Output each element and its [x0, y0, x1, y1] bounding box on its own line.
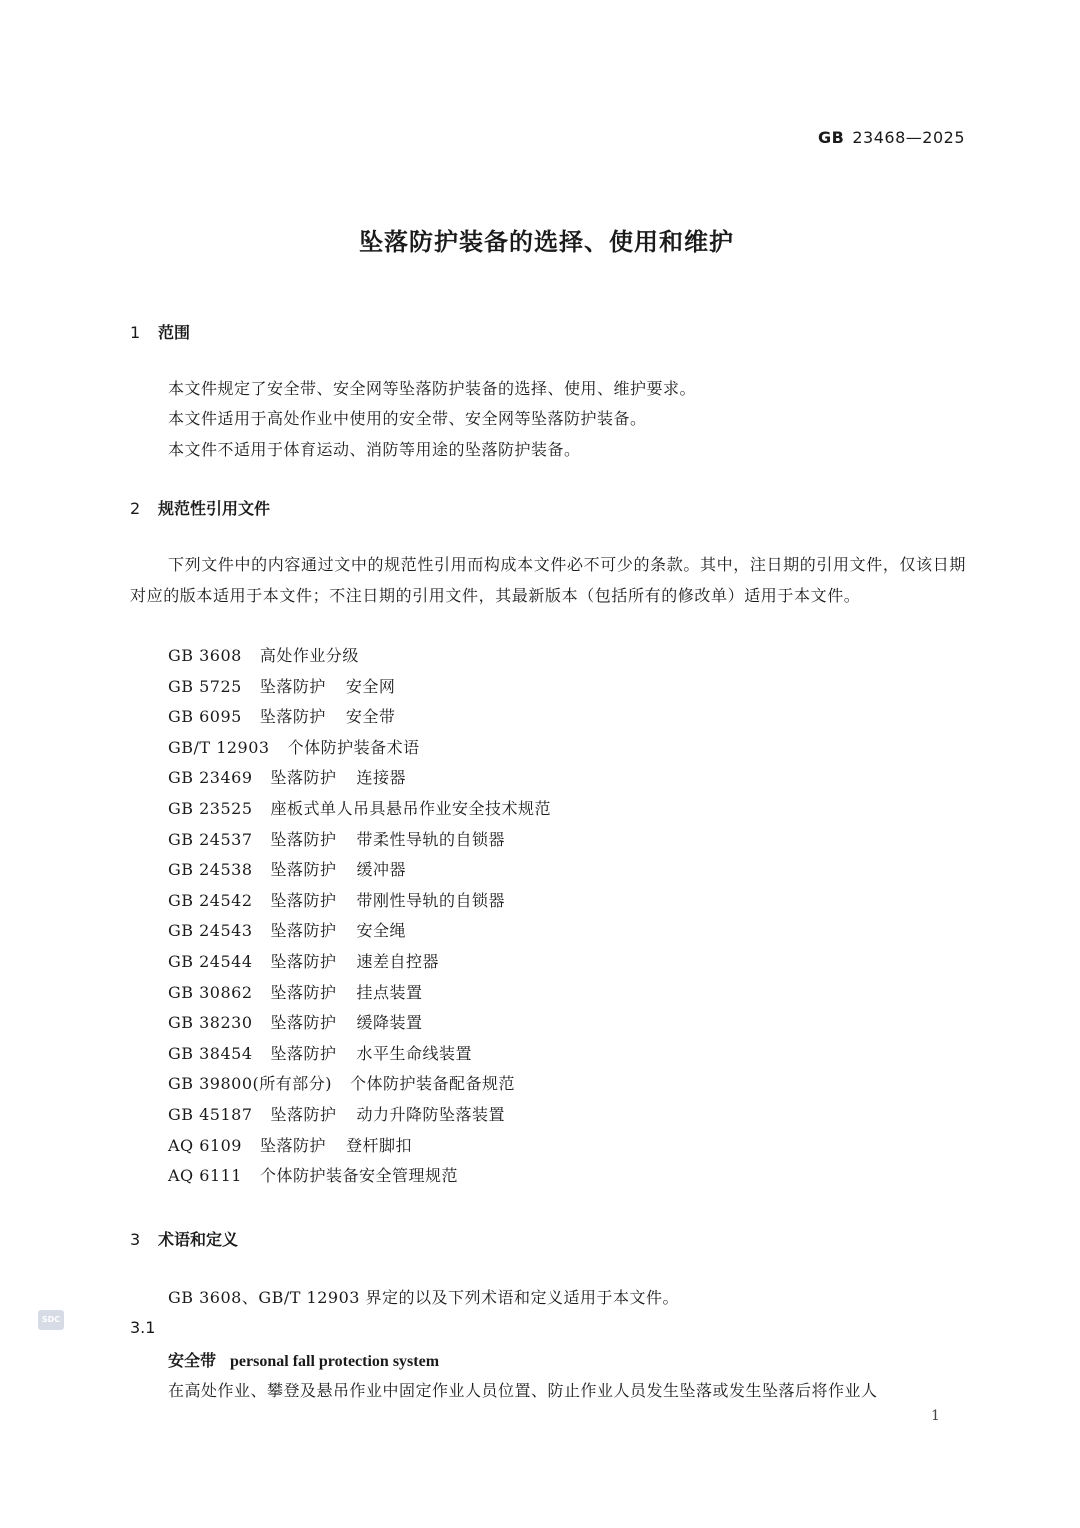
list-item: GB 38230 坠落防护 缓降装置: [168, 1013, 423, 1033]
section-number: 2: [130, 499, 141, 518]
reference-list: [168, 641, 571, 1192]
list-item: GB 24538 坠落防护 缓冲器: [168, 860, 407, 880]
list-item: GB 23469 坠落防护 连接器: [168, 768, 407, 788]
watermark-logo: SDC: [38, 1310, 64, 1330]
term-definition: 在高处作业、攀登及悬吊作业中固定作业人员位置、防止作业人员发生坠落或发生坠落后将作业人: [168, 1381, 878, 1400]
standard-code: [818, 128, 965, 147]
term-number: 3.1: [130, 1318, 156, 1337]
term-chinese: 安全带: [168, 1351, 217, 1370]
section-number: 1: [130, 323, 141, 342]
scope-paragraph: 本文件规定了安全带、安全网等坠落防护装备的选择、使用、维护要求。: [168, 379, 697, 398]
document-title: 坠落防护装备的选择、使用和维护: [359, 228, 734, 256]
list-item: GB 24542 坠落防护 带刚性导轨的自锁器: [168, 890, 506, 910]
list-item: GB 24543 坠落防护 安全绳: [168, 921, 407, 941]
section-title: 规范性引用文件: [158, 499, 271, 518]
standard-number: 23468—2025: [852, 128, 965, 147]
section-number: 3: [130, 1230, 141, 1249]
list-item: GB 24537 坠落防护 带柔性导轨的自锁器: [168, 829, 506, 849]
list-item: AQ 6109 坠落防护 登杆脚扣: [168, 1135, 413, 1155]
standard-prefix: GB: [818, 128, 845, 147]
section-heading-normative-references: [130, 496, 270, 519]
list-item: GB 5725 坠落防护 安全网: [168, 676, 396, 696]
list-item: GB 39800(所有部分) 个体防护装备配备规范: [168, 1074, 516, 1094]
list-item: AQ 6111 个体防护装备安全管理规范: [168, 1166, 458, 1186]
page-number: 1: [931, 1408, 940, 1424]
list-item: GB/T 12903 个体防护装备术语: [168, 737, 420, 757]
list-item: GB 23525 座板式单人吊具悬吊作业安全技术规范: [168, 798, 552, 818]
list-item: GB 38454 坠落防护 水平生命线装置: [168, 1043, 473, 1063]
section-heading-terms-definitions: [130, 1227, 238, 1250]
list-item: GB 6095 坠落防护 安全带: [168, 707, 396, 727]
section-title: 术语和定义: [158, 1230, 239, 1249]
scope-paragraph: 本文件适用于高处作业中使用的安全带、安全网等坠落防护装备。: [168, 409, 647, 428]
list-item: GB 45187 坠落防护 动力升降防坠落装置: [168, 1104, 506, 1124]
list-item: GB 24544 坠落防护 速差自控器: [168, 951, 440, 971]
scope-paragraph: 本文件不适用于体育运动、消防等用途的坠落防护装备。: [168, 440, 581, 459]
list-item: GB 3608 高处作业分级: [168, 646, 359, 665]
references-intro-paragraph: 下列文件中的内容通过文中的规范性引用而构成本文件必不可少的条款。其中，注日期的引用文件，仅该日期对应的版本适用于本文件；不注日期的引用文件，其最新版本（包括所有的修改单）适用于本文件。: [130, 555, 966, 605]
term-english: personal fall protection system: [230, 1353, 440, 1370]
term-title: [168, 1348, 439, 1371]
section-heading-scope: [130, 320, 190, 343]
terms-intro-paragraph: GB 3608、GB/T 12903 界定的以及下列术语和定义适用于本文件。: [168, 1288, 680, 1307]
section-title: 范围: [158, 323, 191, 342]
list-item: GB 30862 坠落防护 挂点装置: [168, 982, 423, 1002]
